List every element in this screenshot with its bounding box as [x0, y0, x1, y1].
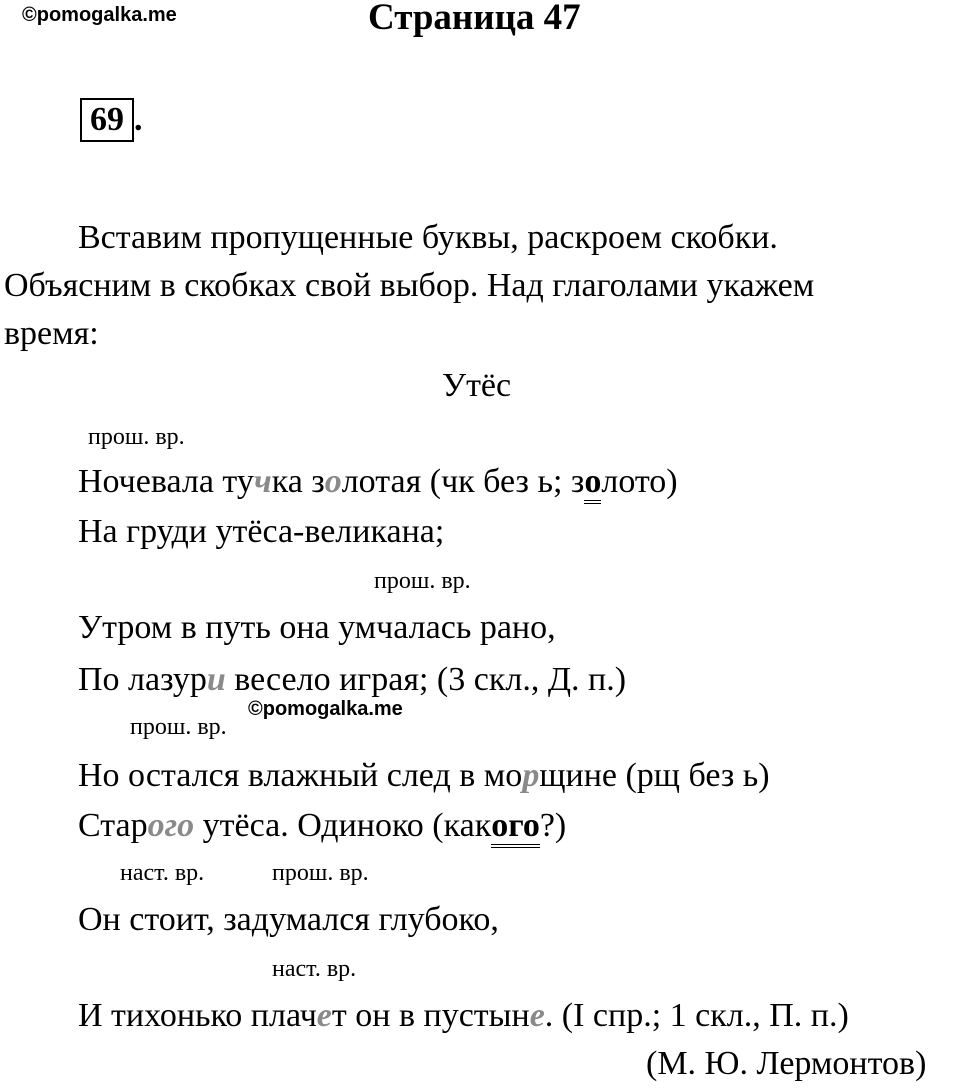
poem-line-7: Он стоит, задумался глубоко, — [78, 901, 499, 938]
tense-note-5: наст. вр. — [272, 956, 357, 982]
poem-title: Утёс — [442, 367, 512, 404]
intro-line-1: Вставим пропущенные буквы, раскроем скобки. — [78, 219, 778, 256]
tense-note-4a: наст. вр. — [120, 860, 205, 886]
poem-line-4: По лазури весело играя; (3 скл., Д. п.) — [78, 661, 627, 698]
tense-note-4b: прош. вр. — [272, 860, 369, 886]
watermark-mid: ©pomogalka.me — [248, 698, 403, 720]
watermark-top: ©pomogalka.me — [22, 4, 177, 26]
poem-author: (М. Ю. Лермонтов) — [646, 1045, 927, 1082]
intro-line-2: Объясним в скобках свой выбор. Над глаголами укажем — [4, 267, 815, 304]
exercise-number-box: 69 — [80, 98, 134, 142]
poem-line-6: Старого утёса. Одиноко (какого?) — [78, 806, 566, 846]
intro-line-3: время: — [4, 315, 99, 352]
exercise-number — [80, 98, 143, 142]
exercise-number-dot: . — [134, 101, 143, 138]
poem-line-8: И тихонько плачет он в пустыне. (I спр.; 1 скл., П. п.) — [78, 997, 849, 1034]
tense-note-3: прош. вр. — [130, 714, 227, 740]
page-title: Страница 47 — [368, 0, 581, 38]
poem-line-2: На груди утёса-великана; — [78, 513, 445, 550]
tense-note-2: прош. вр. — [374, 568, 471, 594]
poem-line-3: Утром в путь она умчалась рано, — [78, 609, 556, 646]
tense-note-1: прош. вр. — [88, 424, 185, 450]
poem-line-1: Ночевала тучка золотая (чк без ь; золото) — [78, 462, 678, 502]
poem-line-5: Но остался влажный след в морщине (рщ без ь) — [78, 757, 770, 794]
